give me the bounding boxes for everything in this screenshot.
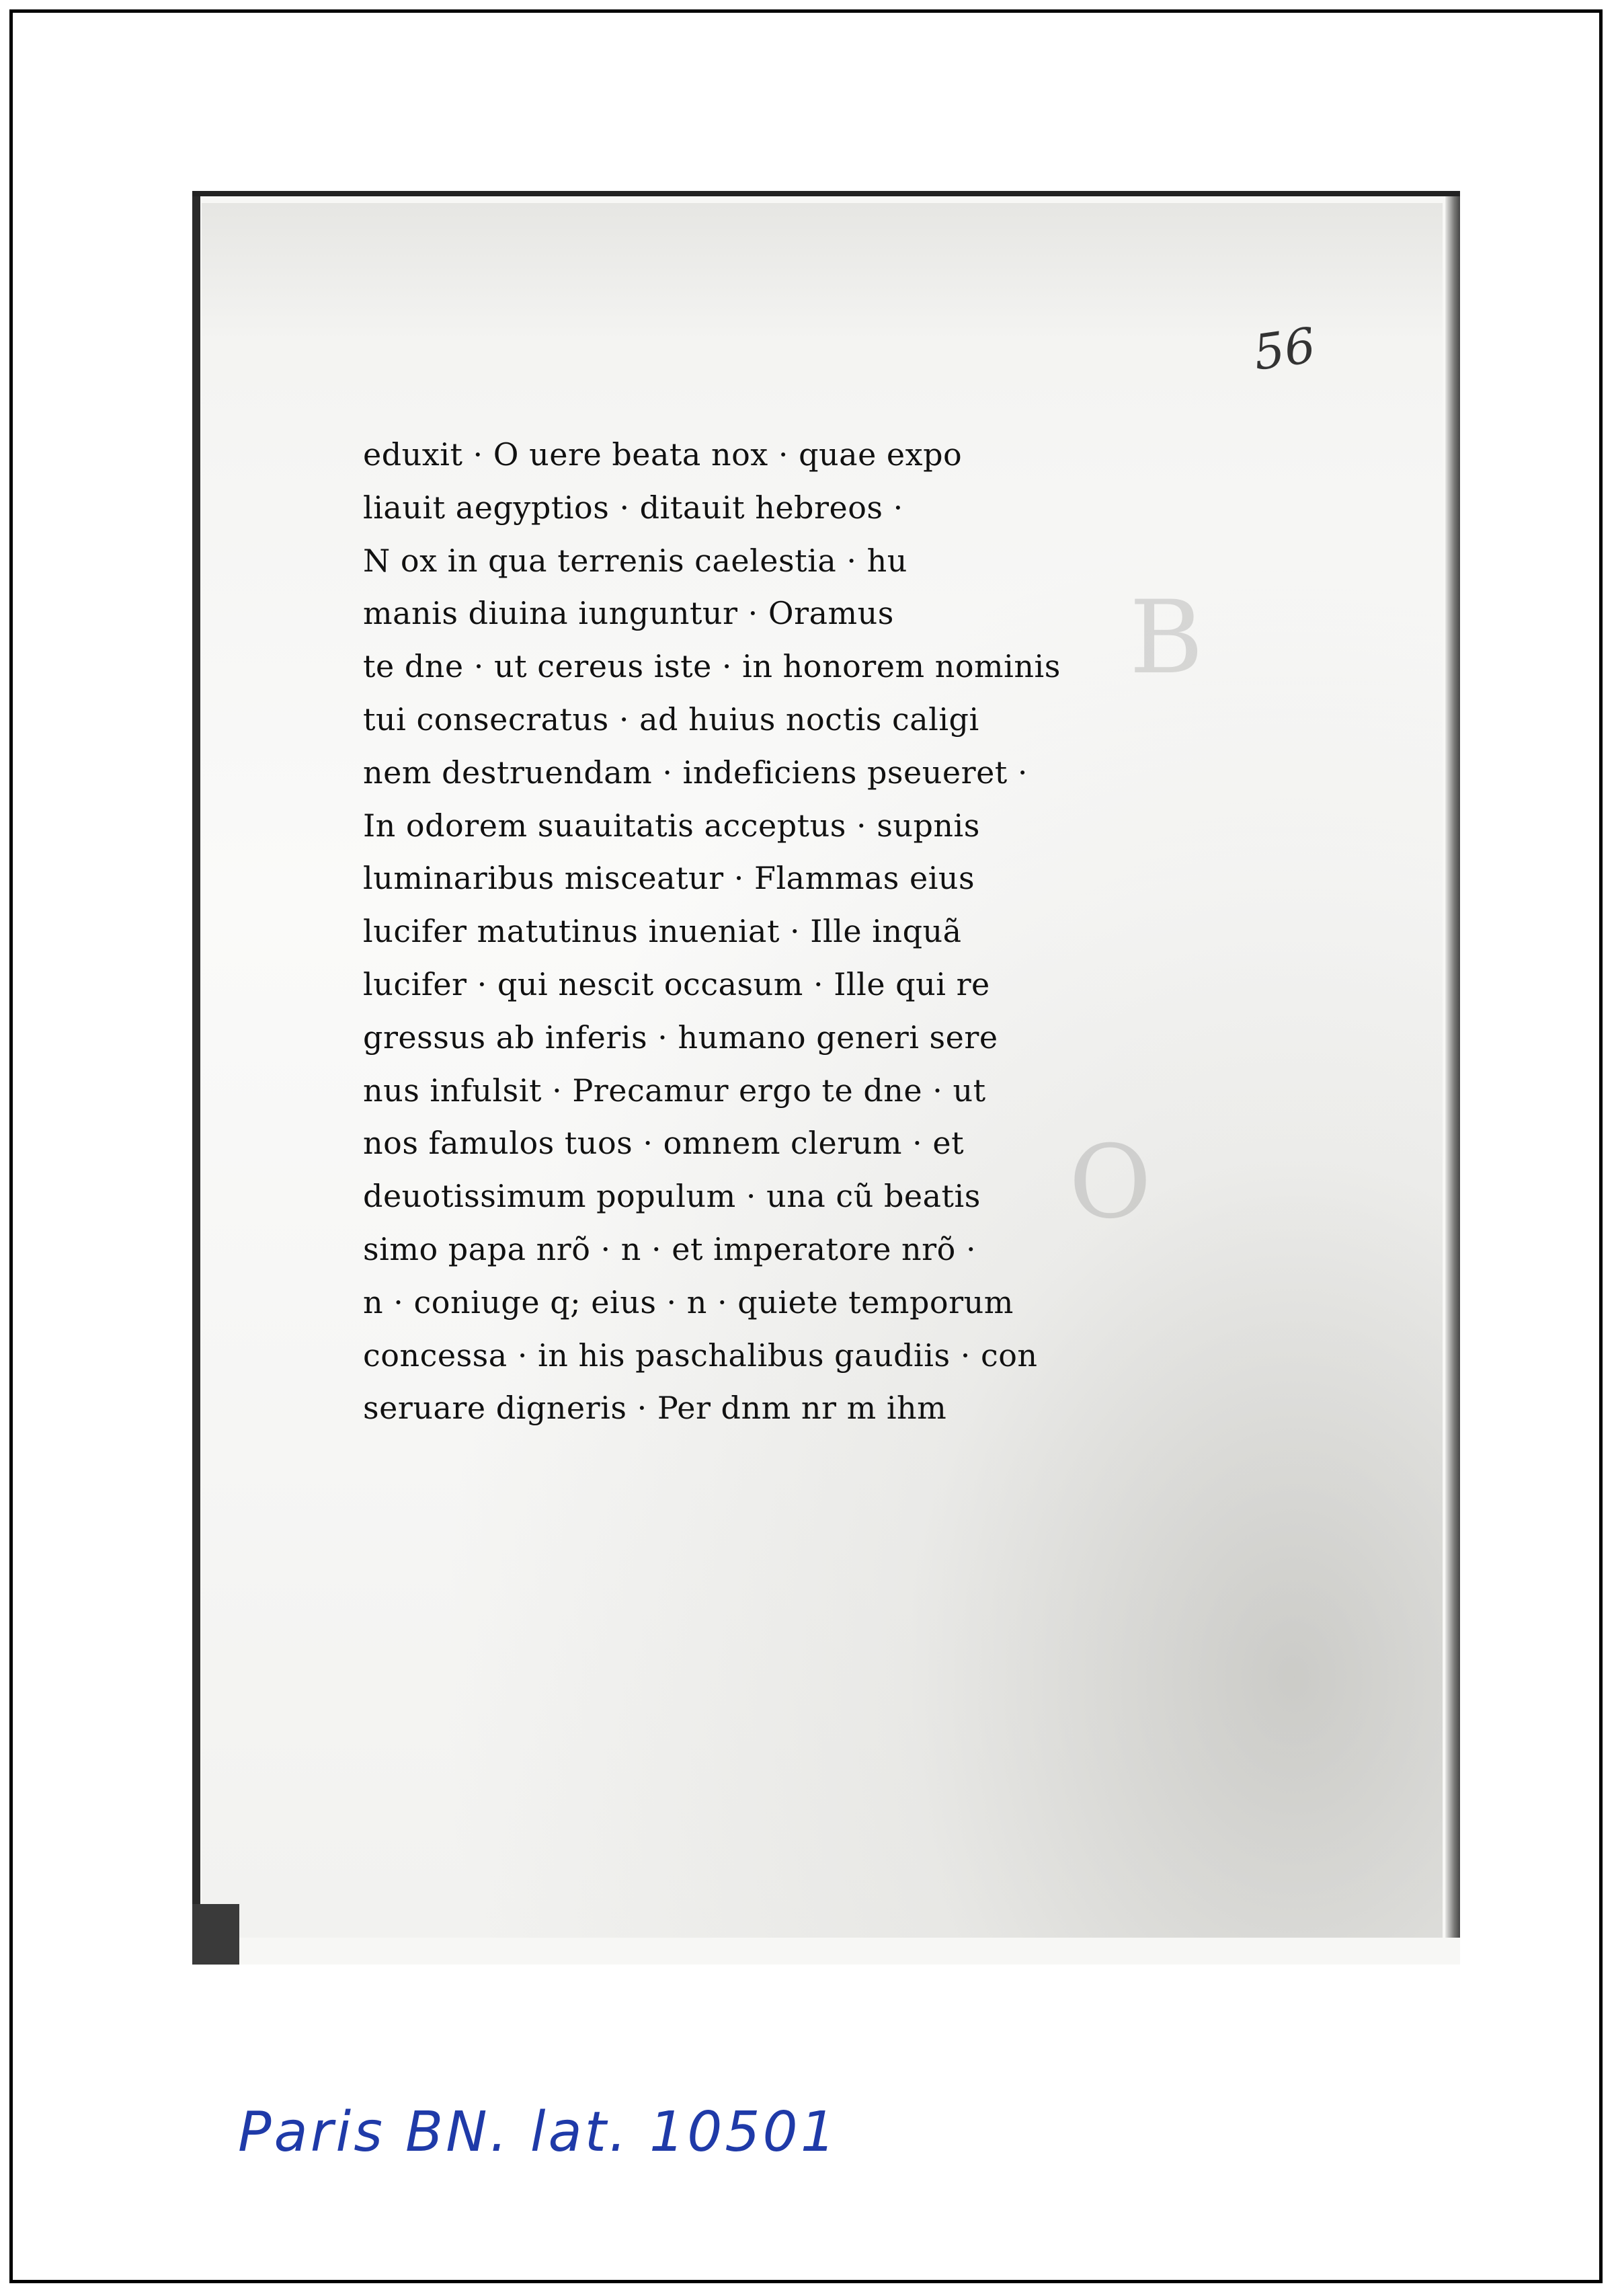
photo-left-edge (192, 196, 200, 1965)
manuscript-photograph (192, 191, 1460, 1965)
manuscript-line: manis diuina iunguntur · Oramus (363, 595, 894, 632)
manuscript-line: nem destruendam · indeficiens pseueret · (363, 754, 1028, 791)
scan-sheet (9, 9, 1603, 2283)
manuscript-line: luminaribus misceatur · Flammas eius (363, 860, 975, 897)
show-through-letter: O (1069, 1124, 1152, 1241)
photo-corner-stub (192, 1904, 239, 1965)
manuscript-page (202, 203, 1443, 1938)
manuscript-line: lucifer · qui nescit occasum · Ille qui re (363, 965, 990, 1002)
manuscript-line: gressus ab inferis · humano generi sere (363, 1019, 998, 1056)
manuscript-line: te dne · ut cereus iste · in honorem nominis (363, 648, 1061, 685)
manuscript-line: nos famulos tuos · omnem clerum · et (363, 1125, 965, 1162)
manuscript-line: lucifer matutinus inueniat · Ille inquã (363, 913, 962, 950)
manuscript-line: N ox in qua terrenis caelestia · hu (363, 542, 907, 579)
manuscript-line: nus infulsit · Precamur ergo te dne · ut (363, 1072, 986, 1109)
manuscript-line: concessa · in his paschalibus gaudiis · con (363, 1337, 1038, 1374)
show-through-letter: B (1129, 580, 1204, 697)
manuscript-line: In odorem suauitatis acceptus · supnis (363, 807, 980, 844)
shelfmark-caption: Paris BN. lat. 10501 (238, 2100, 838, 2164)
manuscript-text (363, 428, 1257, 1435)
photo-right-edge (1445, 196, 1460, 1938)
manuscript-line: tui consecratus · ad huius noctis caligi (363, 701, 979, 738)
manuscript-line: simo papa nrõ · n · et imperatore nrõ · (363, 1230, 977, 1267)
manuscript-line: n · coniuge q; eius · n · quiete temporum (363, 1283, 1014, 1320)
manuscript-line: seruare digneris · Per dnm nr m ihm (363, 1390, 947, 1427)
manuscript-line: liauit aegyptios · ditauit hebreos · (363, 489, 903, 526)
folio-number: 56 (1250, 317, 1320, 381)
manuscript-line: deuotissimum populum · una cũ beatis (363, 1178, 981, 1215)
manuscript-line: eduxit · O uere beata nox · quae expo (363, 436, 963, 473)
